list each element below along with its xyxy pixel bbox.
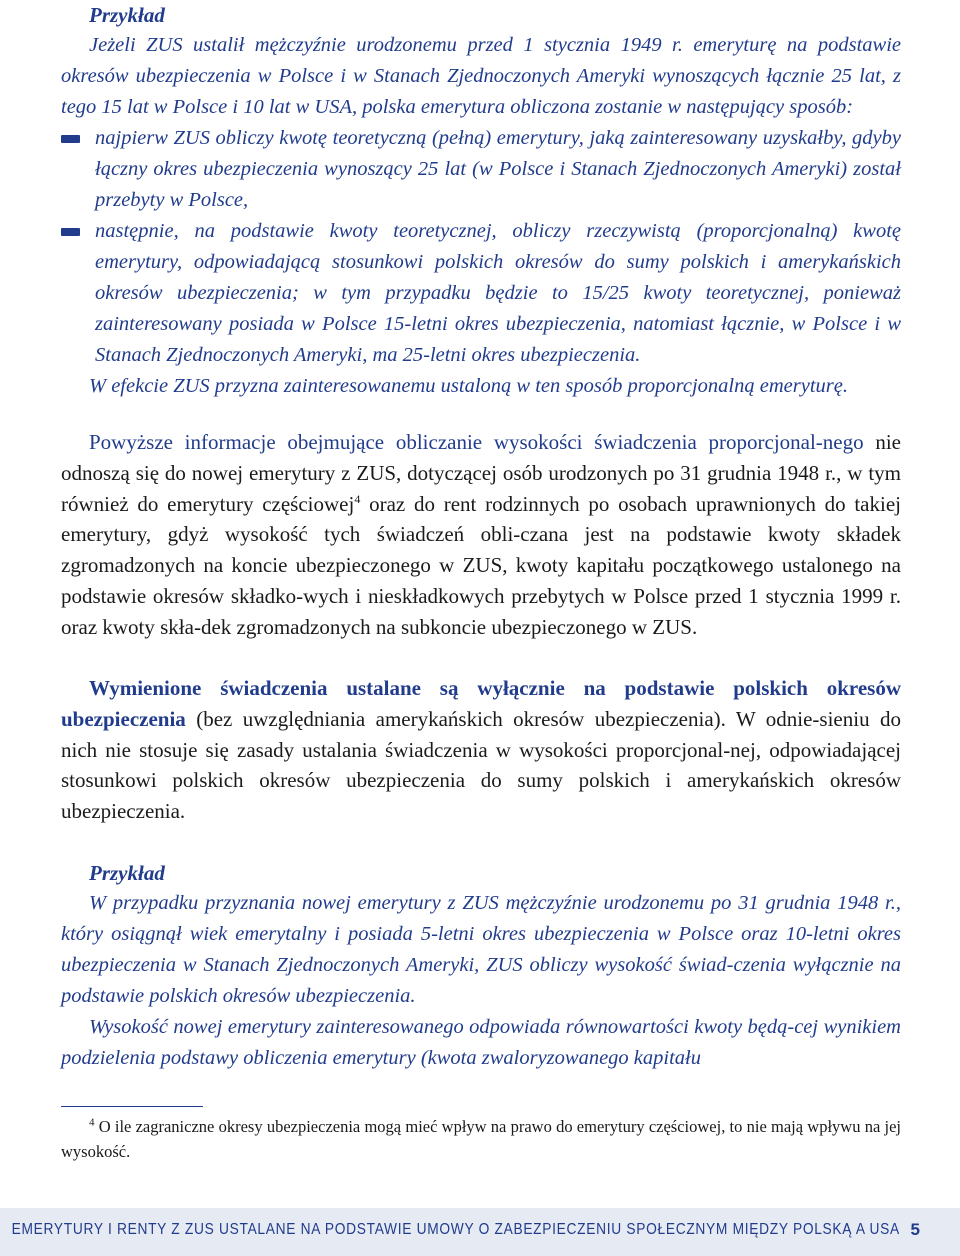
example-1-heading: Przykład [89,3,165,27]
running-title: EMERYTURY I RENTY Z ZUS USTALANE NA PODSTAWIE UMOWY O ZABEZPIECZENIU SPOŁECZNYM MIĘDZY POLSKĄ A USA [11,1221,900,1238]
paragraph-2-bold: Wymienione świadczenia ustalane są wyłącznie na podstawie polskich okresów ubezpieczenia [61,676,901,731]
body-paragraph-2 [61,673,901,827]
footnote-ref: 4 [354,491,361,506]
dash-bullet-icon [61,228,80,236]
paragraph-1-lead: Powyższe informacje obejmujące obliczanie wysokości świadczenia proporcjonal-nego [89,430,864,454]
example-2-heading: Przykład [89,861,165,885]
example-1-list [61,123,901,371]
example-box-1 [61,0,901,402]
body-paragraph-1 [61,427,901,643]
page-number: 5 [910,1220,920,1239]
paragraph-1-text-b: oraz do rent rodzinnych po osobach uprawnionych do takiej emerytury, gdyż wysokość tych świadczeń obli-czana jest na podstawie kwoty składek zgromadzonych na koncie ubezpieczonego w ZUS, kwoty kapitału początkowego ustalonego na podstawie okresów składko-wych i nieskładkowych przebytych w Polsce przed 1 stycznia 1999 r. oraz kwoty skła-dek zgromadzonych na subkoncie ubezpieczonego w ZUS. [61,491,901,639]
example-1-list-item: następnie, na podstawie kwoty teoretycznej, obliczy rzeczywistą (proporcjonalną) kwotę emerytury, odpowiadającą stosunkowi polskich okresów do sumy polskich i amerykańskich okresów ubezpieczenia; w tym przypadku będzie to 15/25 kwoty teoretycznej, ponieważ zainteresowany posiada w Polsce 15-letni okres ubezpieczenia, natomiast łącznie, w Polsce i w Stanach Zjednoczonych Ameryki, ma 25-letni okres ubezpieczenia. [61,216,901,371]
example-2-paragraph-2: Wysokość nowej emerytury zainteresowanego odpowiada równowartości kwoty będą-cej wynikiem podzielenia podstawy obliczenia emerytury (kwota zwaloryzowanego kapitału [61,1016,901,1069]
example-1-list-item: najpierw ZUS obliczy kwotę teoretyczną (pełną) emerytury, jaką zainteresowany uzyskałby, gdyby łączny okres ubezpieczenia wynoszący 25 lat (w Polsce i Stanach Zjednoczonych Ameryki) został przebyty w Polsce, [61,123,901,216]
example-2-paragraph-1: W przypadku przyznania nowej emerytury z ZUS mężczyźnie urodzonemu po 31 grudnia 1948 r., który osiągnął wiek emerytalny i posiada 5-letni okres ubezpieczenia w Polsce oraz 10-letni okres ubezpieczenia w Stanach Zjednoczonych Ameryki, ZUS obliczy wysokość świad-czenia wyłącznie na podstawie polskich okresów ubezpieczenia. [61,892,901,1007]
footnote-number: 4 [89,1116,95,1129]
dash-bullet-icon [61,135,80,143]
paragraph-2-text: (bez uwzględniania amerykańskich okresów ubezpieczenia). W odnie-sieniu do nich nie stosuje się zasady ustalania świadczenia w wysokości proporcjonal-nej, odpowiadającej stosunkowi polskich okresów ubezpieczenia do sumy polskich i amerykańskich okresów ubezpieczenia. [61,706,901,824]
footnote-text: O ile zagraniczne okresy ubezpieczenia mogą mieć wpływ na prawo do emerytury częściowej, to nie mają wpływu na jej wysokość. [61,1117,901,1161]
footnote-divider [61,1106,203,1107]
example-1-intro: Jeżeli ZUS ustalił mężczyźnie urodzonemu przed 1 stycznia 1949 r. emeryturę na podstawie okresów ubezpieczenia w Polsce i w Stanach Zjednoczonych Ameryki wynoszących łącznie 25 lat, z tego 15 lat w Polsce i 10 lat w USA, polska emerytura obliczona zostanie w następujący sposób: [61,34,901,118]
example-box-2 [61,858,901,1074]
example-1-conclusion: W efekcie ZUS przyzna zainteresowanemu ustaloną w ten sposób proporcjonalną emeryturę. [89,375,848,397]
page-footer [0,1208,960,1256]
footnote [61,1114,901,1164]
paragraph-1-text-a: nie odnoszą się do nowej emerytury z ZUS, dotyczącej osób urodzonych po 31 grudnia 1948 r., w tym również do emerytury częściowej [61,430,901,516]
